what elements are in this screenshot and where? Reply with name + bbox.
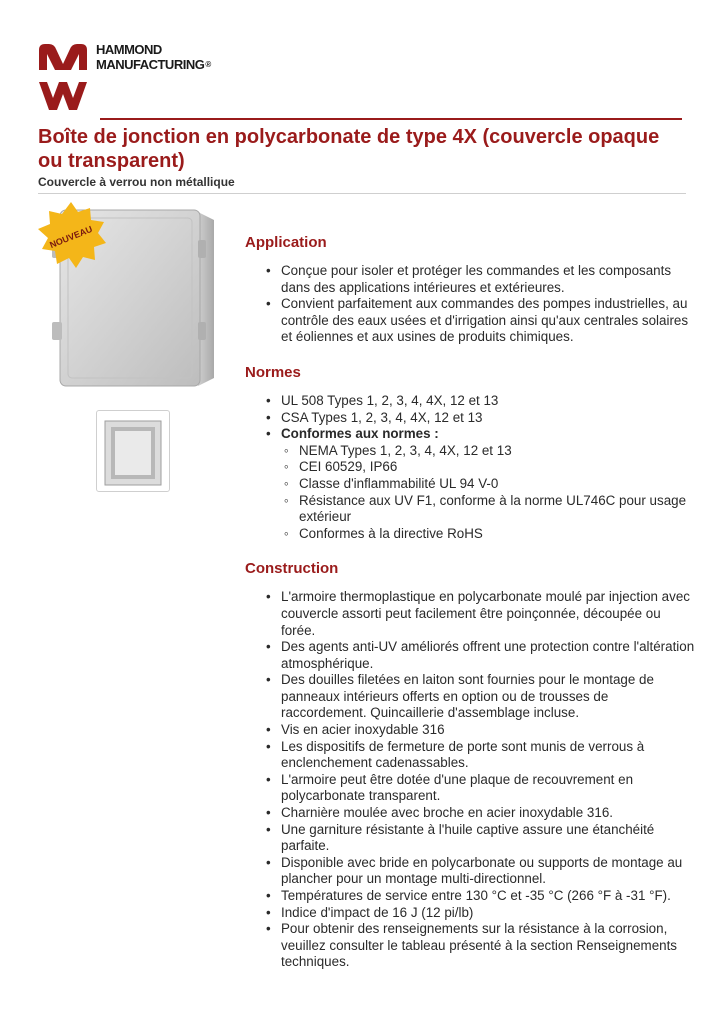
sub-list-item: ◦ NEMA Types 1, 2, 3, 4, 4X, 12 et 13 bbox=[283, 443, 695, 460]
header-rule bbox=[100, 118, 682, 120]
section-normes bbox=[245, 364, 695, 542]
thumbnail-image bbox=[97, 411, 169, 491]
group-label: Conformes aux normes : bbox=[281, 426, 439, 442]
header bbox=[0, 0, 720, 120]
sub-list-item: ◦ Résistance aux UV F1, conforme à la norme UL746C pour usage extérieur bbox=[283, 493, 695, 526]
construction-list bbox=[264, 589, 695, 971]
subtitle-divider bbox=[38, 193, 686, 194]
section-heading: Normes bbox=[245, 363, 301, 381]
normes-list bbox=[264, 393, 695, 542]
section-heading: Application bbox=[245, 234, 327, 251]
section-heading: Construction bbox=[245, 560, 339, 578]
list-item: • Des douilles filetées en laiton sont fournies pour le montage de panneaux intérieurs offerts en option ou de trousses de raccordement. Quincaillerie d'assemblage incluse. bbox=[264, 672, 695, 722]
page-title: Boîte de jonction en polycarbonate de type 4X (couvercle opaque ou transparent) bbox=[38, 126, 660, 172]
brand-wordmark bbox=[96, 42, 211, 72]
new-badge-icon bbox=[34, 200, 108, 274]
hammond-logo-icon bbox=[37, 40, 89, 112]
list-item: • Disponible avec bride en polycarbonate ou supports de montage au plancher pour un montage multi-directionnel. bbox=[264, 855, 695, 888]
list-item: • Pour obtenir des renseignements sur la résistance à la corrosion, veuillez consulter le tableau présenté à la section Renseignements techniques. bbox=[264, 921, 695, 971]
brand-line1: HAMMOND bbox=[96, 42, 162, 57]
list-item: • UL 508 Types 1, 2, 3, 4, 4X, 12 et 13 bbox=[264, 393, 695, 410]
brand-line2: MANUFACTURING bbox=[96, 57, 205, 72]
list-item: • Des agents anti-UV améliorés offrent une protection contre l'altération atmosphérique. bbox=[264, 639, 695, 672]
badge-label: NOUVEAU bbox=[48, 223, 94, 251]
section-construction bbox=[245, 560, 695, 971]
registered-mark: ® bbox=[205, 60, 211, 69]
product-thumbnail[interactable] bbox=[96, 410, 170, 492]
list-item: • Les dispositifs de fermeture de porte sont munis de verrous à enclenchement cadenassables. bbox=[264, 739, 695, 772]
list-item: • Indice d'impact de 16 J (12 pi/lb) bbox=[264, 905, 695, 922]
list-item: • L'armoire thermoplastique en polycarbonate moulé par injection avec couvercle assorti peut facilement être poinçonnée, découpée ou forée. bbox=[264, 589, 695, 639]
sub-list-item: ◦ Classe d'inflammabilité UL 94 V-0 bbox=[283, 476, 695, 493]
list-item: • Une garniture résistante à l'huile captive assure une étanchéité parfaite. bbox=[264, 822, 695, 855]
list-item: • Convient parfaitement aux commandes des pompes industrielles, au contrôle des eaux usées et d'irrigation ainsi qu'aux centrales solaires et éoliennes et aux usines de produits chimiques. bbox=[264, 296, 695, 346]
application-list bbox=[264, 263, 695, 346]
list-item: • Conçue pour isoler et protéger les commandes et les composants dans des applications intérieures et extérieures. bbox=[264, 263, 695, 296]
section-application bbox=[245, 234, 695, 346]
list-item: • Températures de service entre 130 °C et -35 °C (266 °F à -31 °F). bbox=[264, 888, 695, 905]
list-item: • Vis en acier inoxydable 316 bbox=[264, 722, 695, 739]
list-item: • CSA Types 1, 2, 3, 4, 4X, 12 et 13 bbox=[264, 410, 695, 427]
sub-list-item: ◦ Conformes à la directive RoHS bbox=[283, 526, 695, 543]
list-item: • L'armoire peut être dotée d'une plaque de recouvrement en polycarbonate transparent. bbox=[264, 772, 695, 805]
normes-sub-list bbox=[283, 443, 695, 543]
sub-list-item: ◦ CEI 60529, IP66 bbox=[283, 459, 695, 476]
list-item-group bbox=[264, 426, 695, 542]
main-content bbox=[245, 234, 695, 989]
list-item: • Charnière moulée avec broche en acier inoxydable 316. bbox=[264, 805, 695, 822]
page-subtitle: Couvercle à verrou non métallique bbox=[38, 175, 235, 189]
